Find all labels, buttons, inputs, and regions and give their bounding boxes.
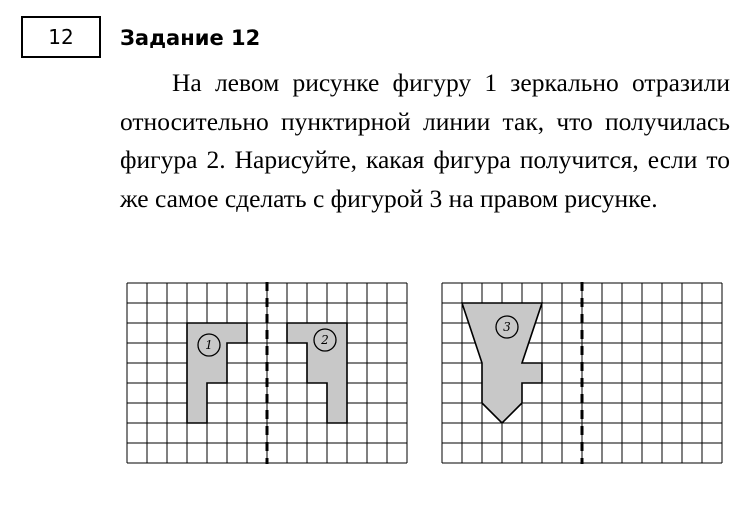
task-text: На левом рисунке фигуру 1 зеркально отразили относительно пунктирной линии так, что получилась фигура 2. Нарисуйте, какая фигура получится, если то же самое сделать с фигурой 3 на правом рисунке. (120, 68, 730, 213)
task-number-box (21, 16, 101, 58)
label-2: 2 (321, 333, 329, 347)
task-number: 12 (48, 25, 74, 49)
shape-2 (287, 323, 347, 423)
task-title: Задание 12 (120, 26, 261, 50)
right-figure (441, 282, 725, 464)
left-grid (127, 283, 407, 463)
label-1: 1 (205, 338, 213, 352)
left-figure (126, 282, 410, 464)
label-3: 3 (503, 320, 511, 334)
